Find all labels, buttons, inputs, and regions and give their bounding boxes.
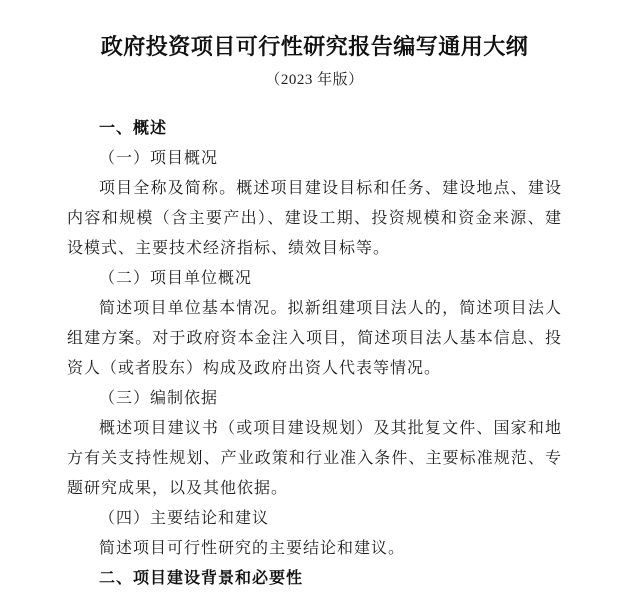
subsection-heading-1-2: （二）项目单位概况 bbox=[99, 270, 253, 287]
paragraph-compilation-basis: 概述项目建议书（或项目建设规划）及其批复文件、国家和地方有关支持性规划、产业政策和行业准入条件、主要标准规范、专题研究成果，以及其他依据。 bbox=[67, 420, 562, 497]
subsection-heading-1-3: （三）编制依据 bbox=[99, 390, 219, 407]
paragraph-project-unit-overview: 简述项目单位基本情况。拟新组建项目法人的，简述项目法人组建方案。对于政府资本金注入项目，简述项目法人基本信息、投资人（或者股东）构成及政府出资人代表等情况。 bbox=[67, 300, 562, 377]
paragraph-project-overview: 项目全称及简称。概述项目建设目标和任务、建设地点、建设内容和规模（含主要产出）、建设工期、投资规模和资金来源、建设模式、主要技术经济指标、绩效目标等。 bbox=[67, 180, 562, 257]
page-title: 政府投资项目可行性研究报告编写通用大纲 bbox=[100, 34, 529, 59]
document-body bbox=[67, 114, 562, 592]
chapter-heading-2: 二、项目建设背景和必要性 bbox=[99, 570, 304, 587]
page-subtitle: （2023 年版） bbox=[265, 72, 364, 88]
paragraph-main-conclusions: 简述项目可行性研究的主要结论和建议。 bbox=[99, 540, 406, 557]
subsection-heading-1-1: （一）项目概况 bbox=[99, 150, 219, 167]
subsection-heading-1-4: （四）主要结论和建议 bbox=[99, 510, 270, 527]
chapter-heading-1: 一、概述 bbox=[99, 120, 168, 137]
